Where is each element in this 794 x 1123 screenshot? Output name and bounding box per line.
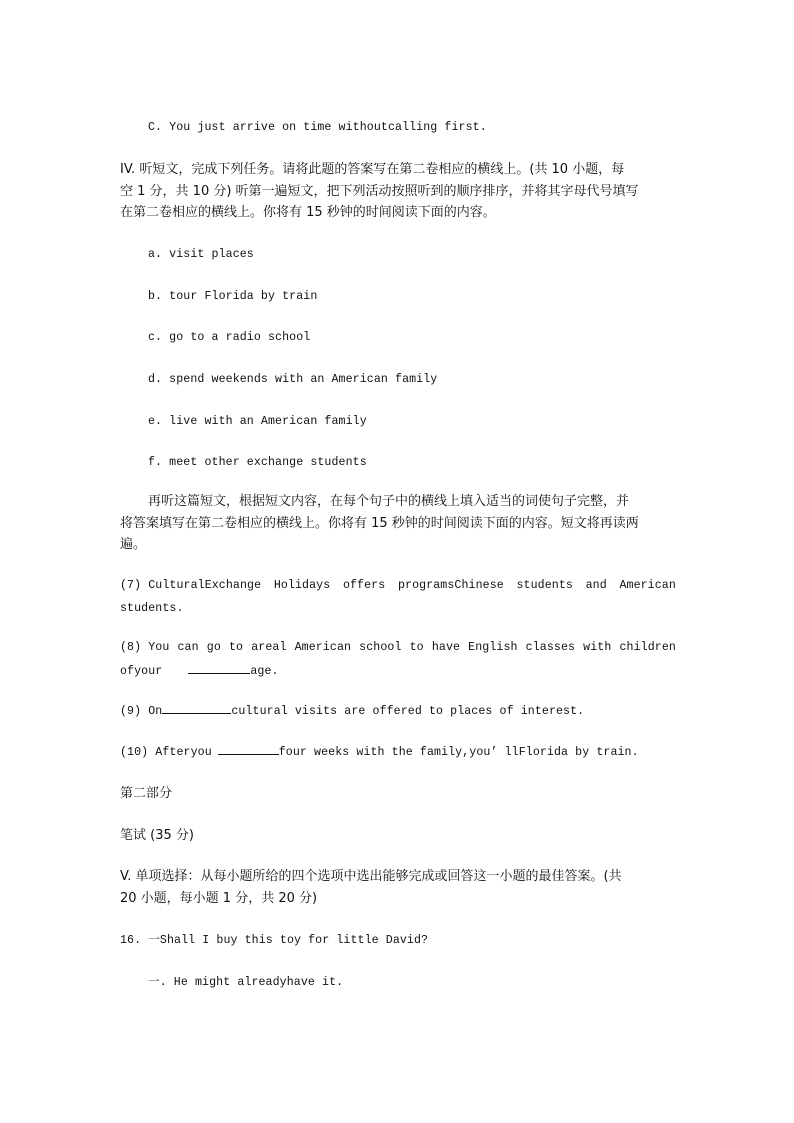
activity-d: d. spend weekends with an American family	[148, 373, 438, 386]
q8-word: areal	[251, 641, 287, 654]
question-7-line2: students.	[120, 602, 184, 615]
q7-word: students	[516, 579, 573, 592]
section5-instruction-line2: 20 小题，每小题 1 分，共 20 分)	[120, 891, 318, 906]
activity-a: a. visit places	[148, 248, 254, 261]
option-c: C. You just arrive on time withoutcalling first.	[148, 121, 487, 134]
section4-second-instruction-line2: 将答案填写在第二卷相应的横线上。你将有 15 秒钟的时间阅读下面的内容。短文将再读两	[120, 516, 639, 531]
question-16-reply: 一. He might alreadyhave it.	[148, 976, 344, 989]
q7-word: programsChinese	[397, 579, 504, 592]
q7-word: American	[619, 579, 676, 592]
activity-e: e. live with an American family	[148, 415, 367, 428]
answer-blank-10[interactable]	[218, 741, 279, 755]
section4-second-instruction-line3: 遍。	[120, 537, 147, 552]
q8-word: classes	[525, 641, 576, 654]
q8-text-a: ofyour	[120, 665, 163, 678]
section4-instruction-line3: 在第二卷相应的横线上。你将有 15 秒钟的时间阅读下面的内容。	[120, 205, 496, 220]
q10-text-b: four weeks with the family,you’ llFlorida by train.	[278, 746, 639, 759]
q8-word: children	[619, 641, 676, 654]
answer-blank-8[interactable]	[188, 660, 250, 674]
q8-word: with	[583, 641, 612, 654]
part2-heading: 第二部分	[120, 786, 173, 801]
question-7-line1	[120, 575, 676, 597]
part2-subheading: 笔试 (35 分)	[120, 828, 194, 843]
q8-word: go	[206, 641, 221, 654]
section4-instruction-line1: IV. 听短文，完成下列任务。请将此题的答案写在第二卷相应的横线上。(共 10 小题，每	[120, 162, 625, 177]
q8-word: can	[177, 641, 199, 654]
question-9	[120, 700, 676, 723]
activity-b: b. tour Florida by train	[148, 290, 318, 303]
q8-word: American	[294, 641, 352, 654]
q7-word: offers	[342, 579, 386, 592]
q8-word: school	[359, 641, 402, 654]
q7-word: and	[585, 579, 607, 592]
q7-word: (7) CulturalExchange	[120, 579, 262, 592]
question-16: 16. 一Shall I buy this toy for little David?	[120, 934, 429, 947]
q9-text-b: cultural visits are offered to places of interest.	[231, 705, 585, 718]
q8-word: have	[431, 641, 461, 654]
q8-word: (8) You	[120, 641, 170, 654]
question-8-line2	[120, 660, 676, 683]
q8-word: English	[468, 641, 518, 654]
answer-blank-9[interactable]	[162, 700, 231, 714]
activity-f: f. meet other exchange students	[148, 456, 367, 469]
section5-instruction-line1: V. 单项选择：从每小题所给的四个选项中选出能够完成或回答这一小题的最佳答案。(共	[120, 869, 622, 884]
q8-text-b: age.	[250, 665, 279, 678]
q10-text-a: (10) Afteryou	[120, 746, 212, 759]
section4-instruction-line2: 空 1 分，共 10 分) 听第一遍短文，把下列活动按照听到的顺序排序，并将其字母代号填写	[120, 184, 639, 199]
q9-text-a: (9) On	[120, 705, 163, 718]
q7-word: Holidays	[273, 579, 331, 592]
q8-word: to	[409, 641, 424, 654]
activity-c: c. go to a radio school	[148, 331, 311, 344]
section4-second-instruction-line1: 再听这篇短文，根据短文内容，在每个句子中的横线上填入适当的词使句子完整，并	[148, 494, 630, 509]
question-8-line1	[120, 637, 676, 659]
q8-word: to	[229, 641, 244, 654]
question-10	[120, 741, 676, 764]
